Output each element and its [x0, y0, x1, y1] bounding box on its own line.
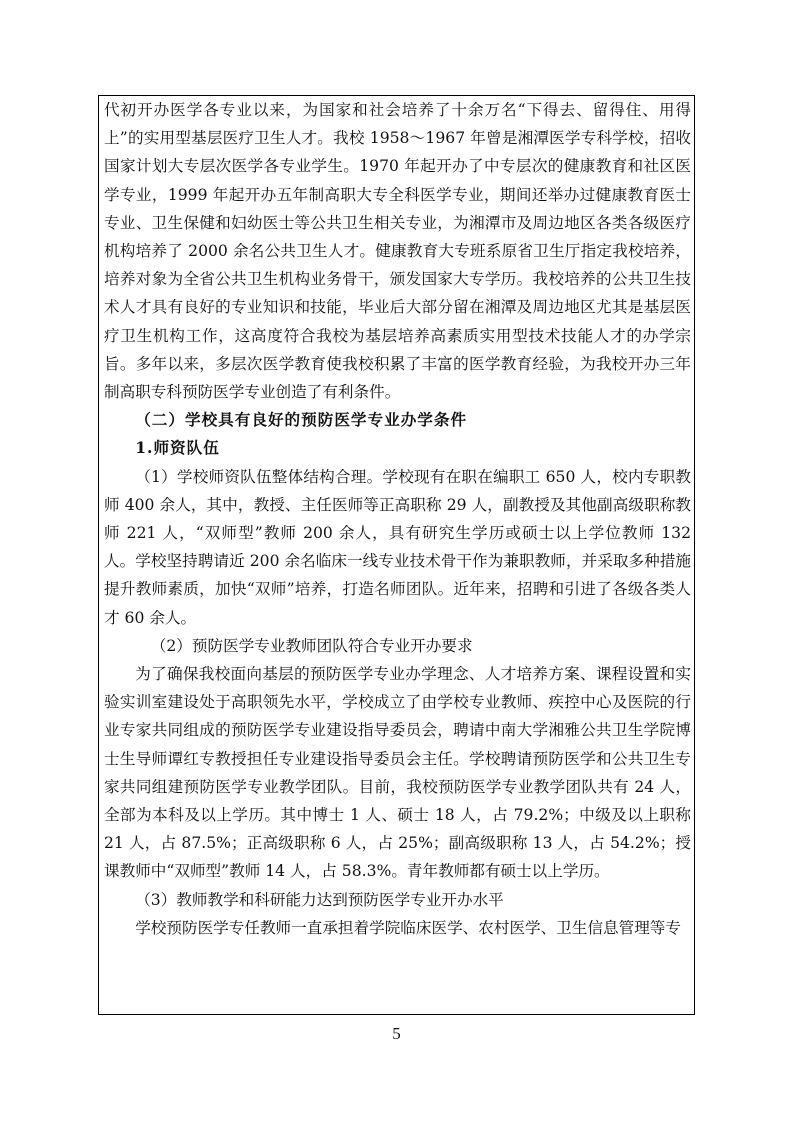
- paragraph-school-history: 代初开办医学各专业以来，为国家和社会培养了十余万名“下得去、留得住、用得上”的实用型基层医疗卫生人才。我校 1958～1967 年曾是湘潭医学专科学校，招收国家计划大专层次医学各专业学生。1970 年起开办了中专层次的健康教育和社区医学专业，1999 年起开办五年制高职大专全科医学专业，期间还举办过健康教育医士专业、卫生保健和妇幼医士等公共卫生相关专业，为湘潭市及周边地区各类各级医疗机构培养了 2000 余名公共卫生人才。健康教育大专班系原省卫生厅指定我校培养，培养对象为全省公共卫生机构业务骨干，颁发国家大专学历。我校培养的公共卫生技术人才具有良好的专业知识和技能，毕业后大部分留在湘潭及周边地区尤其是基层医疗卫生机构工作，这高度符合我校为基层培养高素质实用型技术技能人才的办学宗旨。多年以来，多层次医学教育使我校积累了丰富的医学教育经验，为我校开办三年制高职专科预防医学专业创造了有利条件。: [104, 101, 691, 402]
- paragraph-team-heading: （2）预防医学专业教师团队符合专业开办要求: [150, 636, 473, 655]
- paragraph-research-ability: 学校预防医学专任教师一直承担着学院临床医学、农村医学、卫生信息管理等专: [135, 918, 681, 937]
- paragraph-faculty-structure: （1）学校师资队伍整体结构合理。学校现有在职在编职工 650 人，校内专职教师 400 余人，其中，教授、主任医师等正高职称 29 人，副教授及其他副高级职称教师 221 人，“双师型”教师 200 余人，具有研究生学历或硕士以上学位教师 132 人。学校坚持聘请近 200 余名临床一线专业技术骨干作为兼职教师，并采取多种措施提升教师素质，加快“双师”培养，打造名师团队。近年来，招聘和引进了各级各类人才 60 余人。: [104, 467, 691, 627]
- section-heading-conditions: （二）学校具有良好的预防医学专业办学条件: [135, 410, 468, 430]
- document-body: [104, 96, 691, 942]
- subsection-heading-faculty: 1.师资队伍: [135, 438, 220, 458]
- page-number: 5: [392, 1024, 401, 1043]
- paragraph-research-heading: （3）教师教学和科研能力达到预防医学专业开办水平: [135, 890, 504, 909]
- paragraph-teaching-team: 为了确保我校面向基层的预防医学专业办学理念、人才培养方案、课程设置和实验实训室建设处于高职领先水平，学校成立了由学校专业教师、疾控中心及医院的行业专家共同组成的预防医学专业建设指导委员会，聘请中南大学湘雅公共卫生学院博士生导师谭红专教授担任专业建设指导委员会主任。学校聘请预防医学和公共卫生专家共同组建预防医学专业教学团队。目前，我校预防医学专业教学团队共有 24 人，全部为本科及以上学历。其中博士 1 人、硕士 18 人，占 79.2%；中级及以上职称 21 人，占 87.5%；正高级职称 6 人，占 25%；副高级职称 13 人，占 54.2%；授课教师中“双师型”教师 14 人，占 58.3%。青年教师都有硕士以上学历。: [104, 665, 691, 881]
